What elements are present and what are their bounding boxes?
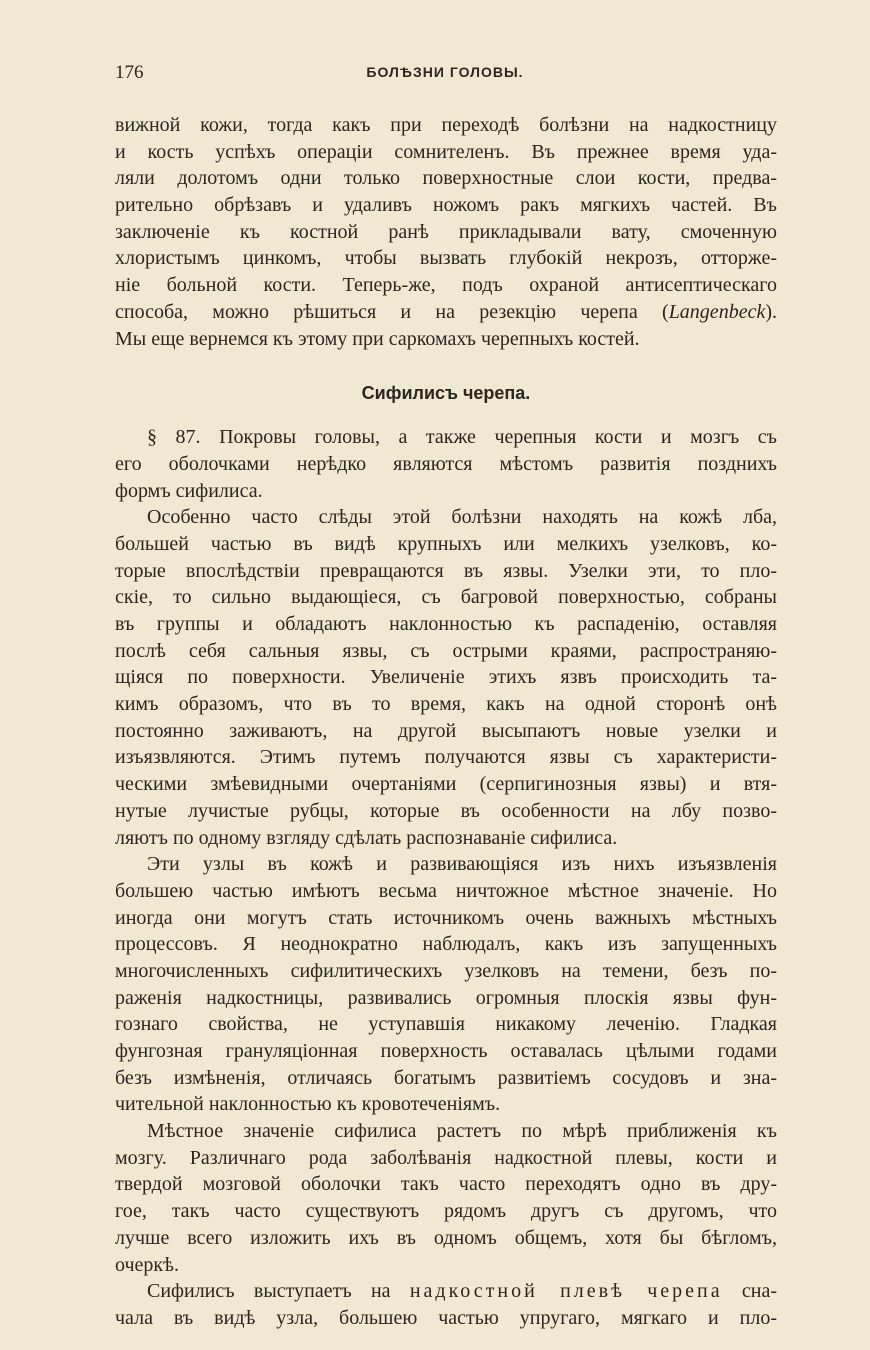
text-line: хлористымъ цинкомъ, чтобы вызвать глубокій некрозъ, отторже- xyxy=(115,247,777,270)
text-line: скіе, то сильно выдающіеся, съ багровой поверхностью, собраны xyxy=(115,586,777,609)
text-line: лучше всего изложить ихъ въ одномъ общемъ, хотя бы бѣгломъ, xyxy=(115,1226,777,1249)
text-line: иногда они могутъ стать источникомъ очень важныхъ мѣстныхъ xyxy=(115,906,777,929)
text-line: послѣ себя сальныя язвы, съ острыми краями, распространяю- xyxy=(115,639,777,662)
text-segment: сна- xyxy=(741,1280,778,1303)
text-line: Особенно часто слѣды этой болѣзни находять на кожѣ лба, xyxy=(147,506,777,529)
text-line: очеркѣ. xyxy=(115,1253,179,1276)
text-line: ляютъ по одному взгляду сдѣлать распознаваніе сифилиса. xyxy=(115,826,618,849)
text-line: ческими змѣевидными очертаніями (серпигинозныя язвы) и втя- xyxy=(115,773,777,796)
author-name: Langenbeck xyxy=(668,300,766,323)
text-line xyxy=(115,1278,777,1305)
text-line: многочисленныхъ сифилитическихъ узелковъ на темени, безъ по- xyxy=(115,959,777,982)
text-line: Эти узлы въ кожѣ и развивающіяся изъ нихъ изъязвленія xyxy=(147,853,777,876)
text-line: нутые лучистые рубцы, которые въ особенности на лбу позво- xyxy=(115,799,777,822)
text-line: ляли долотомъ одни только поверхностные слои кости, предва- xyxy=(115,167,777,190)
text-line: процессовъ. Я неоднократно наблюдалъ, какъ изъ запущенныхъ xyxy=(115,933,777,956)
text-line: Мы еще вернемся къ этому при саркомахъ черепныхъ костей. xyxy=(115,327,640,350)
text-line: раженія надкостницы, развивались огромныя плоскія язвы фун- xyxy=(115,986,777,1009)
text-line: большей частью въ видѣ крупныхъ или мелкихъ узелковъ, ко- xyxy=(115,532,777,555)
text-segment: способа, можно рѣшиться и на резекцію черепа ( xyxy=(115,300,669,323)
text-line: ніе больной кости. Теперь-же, подъ охраной антисептическаго xyxy=(115,274,777,297)
text-segment: Сифилисъ выступаетъ на xyxy=(147,1280,391,1303)
spaced-emphasis: надкостной плевѣ черепа xyxy=(409,1280,723,1303)
text-line: изъязвляются. Этимъ путемъ получаются язвы съ характеристи- xyxy=(115,746,777,769)
page-number: 176 xyxy=(115,62,144,83)
text-line: большею частью имѣютъ весьма ничтожное мѣстное значеніе. Но xyxy=(115,879,777,902)
text-segment: ). xyxy=(765,300,777,323)
text-line: чала въ видѣ узла, большею частью упругаго, мягкаго и пло- xyxy=(115,1306,777,1329)
text-line: кимъ образомъ, что въ то время, какъ на одной сторонѣ онѣ xyxy=(115,693,777,716)
running-title: БОЛѢЗНИ ГОЛОВЫ. xyxy=(366,64,524,80)
text-line: безъ измѣненія, отличаясь богатымъ развитіемъ сосудовъ и зна- xyxy=(115,1066,777,1089)
body-text xyxy=(115,112,777,1332)
text-line: § 87. Покровы головы, а также черепныя кости и мозгъ съ xyxy=(147,426,777,449)
text-line: Мѣстное значеніе сифилиса растетъ по мѣрѣ приближенія къ xyxy=(147,1120,777,1143)
text-line: постоянно заживаютъ, на другой высыпаютъ новые узелки и xyxy=(115,719,777,742)
text-line: щіяся по поверхности. Увеличеніе этихъ язвъ происходить та- xyxy=(115,666,777,689)
section-heading: Сифилисъ черепа. xyxy=(361,383,531,404)
text-line xyxy=(115,299,777,326)
text-line: гое, такъ часто существуютъ рядомъ другъ съ другомъ, что xyxy=(115,1200,777,1223)
text-line: заключеніе къ костной ранѣ прикладывали вату, смоченную xyxy=(115,220,777,243)
text-line: вижной кожи, тогда какъ при переходѣ болѣзни на надкостницу xyxy=(115,114,777,136)
text-line: гознаго свойства, не уступавшія никакому леченію. Гладкая xyxy=(115,1013,777,1036)
text-line: рительно обрѣзавъ и удаливъ ножомъ ракъ мягкихъ частей. Въ xyxy=(115,194,777,217)
text-line: фунгозная грануляціонная поверхность оставалась цѣлыми годами xyxy=(115,1040,777,1062)
text-line: формъ сифилиса. xyxy=(115,479,263,502)
text-line: и кость успѣхъ операціи сомнителенъ. Въ прежнее время уда- xyxy=(115,140,777,163)
text-line: мозгу. Различнаго рода заболѣванія надкостной плевы, кости и xyxy=(115,1146,777,1169)
text-line: торые впослѣдствіи превращаются въ язвы. Узелки эти, то пло- xyxy=(115,559,777,582)
text-line: твердой мозговой оболочки такъ часто переходятъ одно въ дру- xyxy=(115,1173,777,1196)
page-header xyxy=(115,62,775,90)
text-line: чительной наклонностью къ кровотеченіямъ. xyxy=(115,1093,501,1116)
text-line: его оболочками нерѣдко являются мѣстомъ развитія позднихъ xyxy=(115,452,777,475)
text-line: въ группы и обладаютъ наклонностью къ распаденію, оставляя xyxy=(115,613,777,635)
